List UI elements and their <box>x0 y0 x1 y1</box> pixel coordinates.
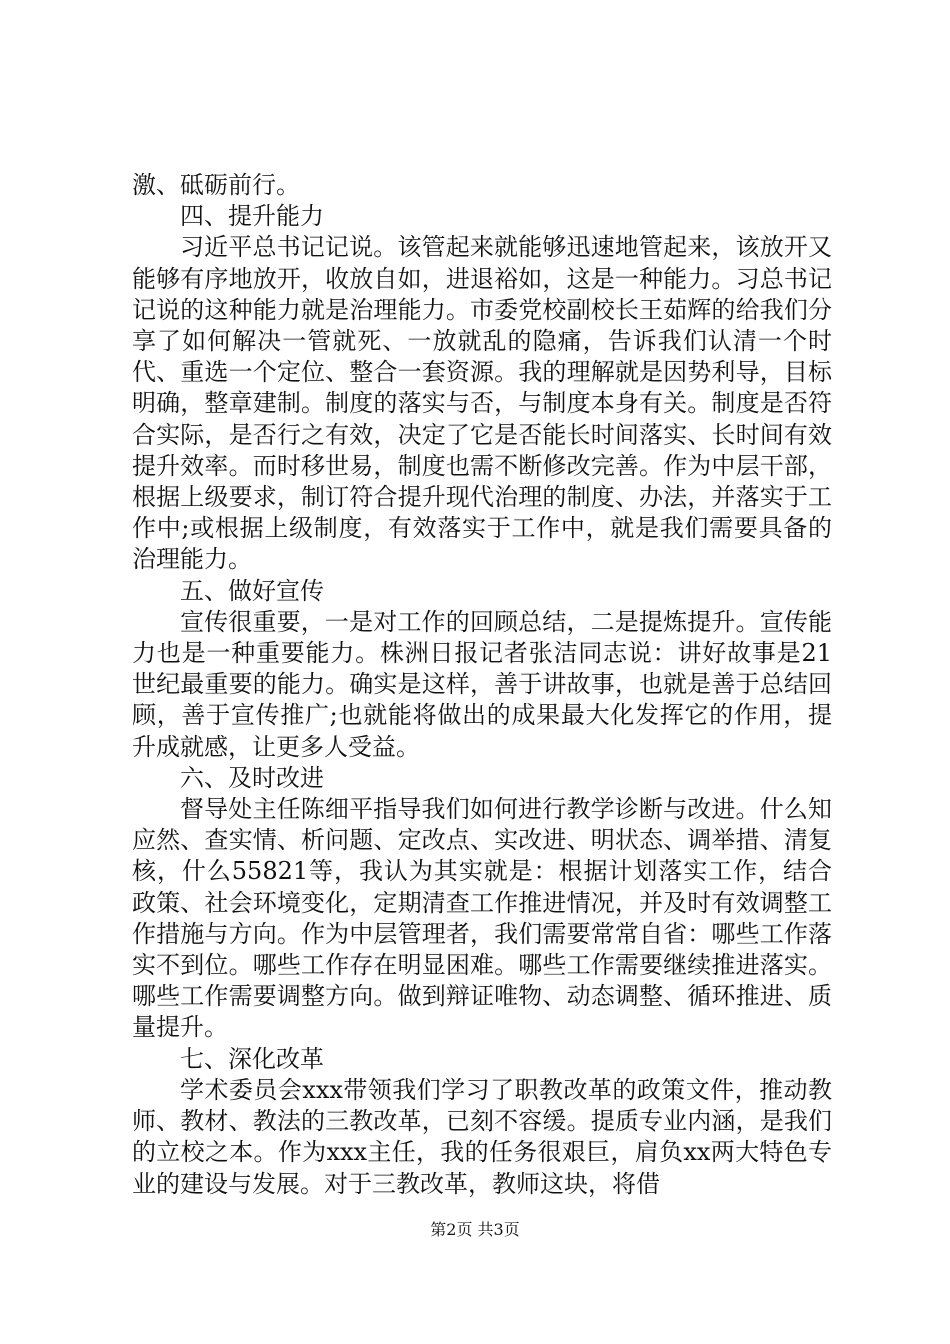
section-heading-4: 四、提升能力 <box>180 202 324 231</box>
continued-paragraph: 激、砥砺前行。 <box>132 171 300 199</box>
section-paragraph-5: 宣传很重要，一是对工作的回顾总结，二是提炼提升。宣传能力也是一种重要能力。株洲日报记者张洁同志说：讲好故事是21世纪最重要的能力。确实是这样，善于讲故事，也就是善于总结回顾，善于宣传推广;也就能将做出的成果最大化发挥它的作用，提升成就感，让更多人受益。 <box>132 607 832 761</box>
section-paragraph-7: 学术委员会xxx带领我们学习了职教改革的政策文件，推动教师、教材、教法的三教改革，已刻不容缓。提质专业内涵，是我们的立校之本。作为xxx主任，我的任务很艰巨，肩负xx两大特色专业的建设与发展。对于三教改革，教师这块，将借 <box>132 1075 832 1198</box>
section-heading-5: 五、做好宣传 <box>180 576 324 605</box>
section-paragraph-6: 督导处主任陈细平指导我们如何进行教学诊断与改进。什么知应然、查实情、析问题、定改点、实改进、明状态、调举措、清复核，什么55821等，我认为其实就是：根据计划落实工作，结合政策、社会环境变化，定期清查工作推进情况，并及时有效调整工作措施与方向。作为中层管理者，我们需要常常自省：哪些工作落实不到位。哪些工作存在明显困难。哪些工作需要继续推进落实。哪些工作需要调整方向。做到辩证唯物、动态调整、循环推进、质量提升。 <box>132 795 832 1042</box>
section-heading-7: 七、深化改革 <box>180 1044 324 1073</box>
section-heading-6: 六、及时改进 <box>180 763 324 792</box>
page-number-footer: 第2页 共3页 <box>430 1220 520 1239</box>
section-paragraph-4: 习近平总书记记说。该管起来就能够迅速地管起来，该放开又能够有序地放开，收放自如，进退裕如，这是一种能力。习总书记记说的这种能力就是治理能力。市委党校副校长王茹辉的给我们分享了如何解决一管就死、一放就乱的隐痛，告诉我们认清一个时代、重选一个定位、整合一套资源。我的理解就是因势利导，目标明确，整章建制。制度的落实与否，与制度本身有关。制度是否符合实际，是否行之有效，决定了它是否能长时间落实、长时间有效提升效率。而时移世易，制度也需不断修改完善。作为中层干部，根据上级要求，制订符合提升现代治理的制度、办法，并落实于工作中;或根据上级制度，有效落实于工作中，就是我们需要具备的治理能力。 <box>132 233 832 574</box>
document-body <box>132 170 832 1200</box>
